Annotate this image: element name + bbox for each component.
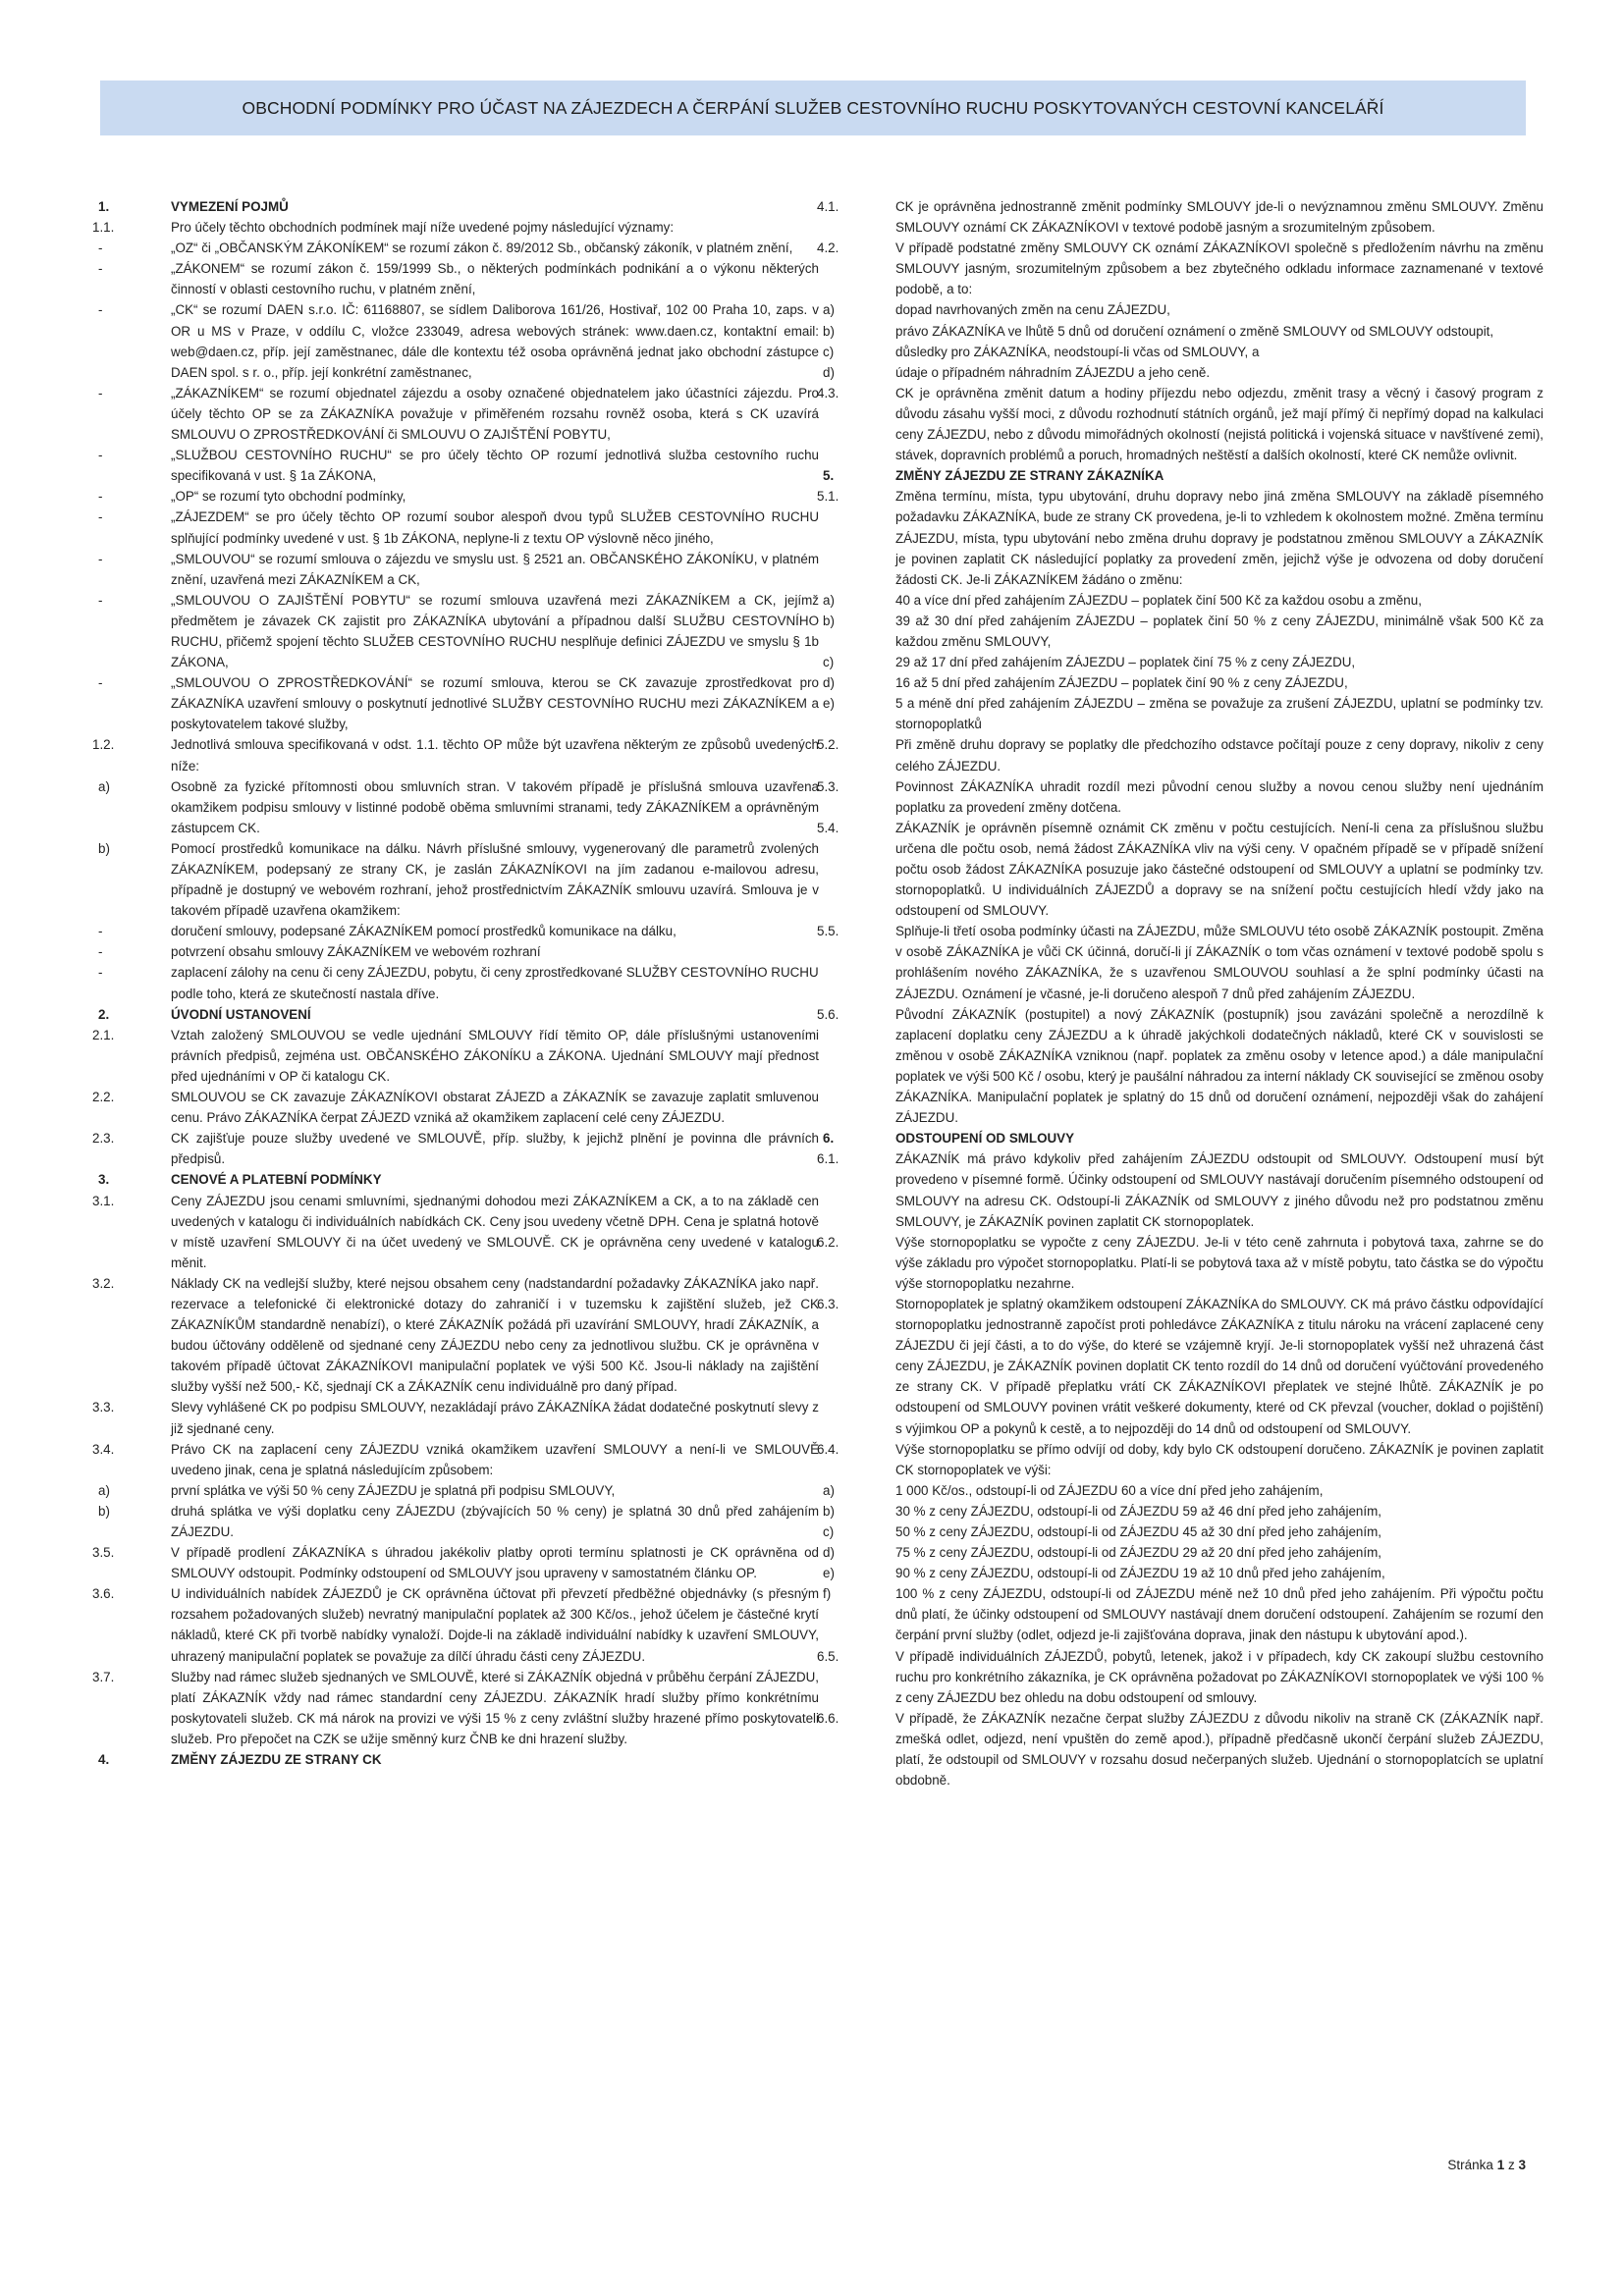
clause — [92, 1191, 819, 1273]
clause-text: CK zajišťuje pouze služby uvedené ve SMLOUVĚ, příp. služby, k jejichž plnění je povinna dle právních předpisů. — [171, 1131, 819, 1167]
clause-number: 2.1. — [92, 1027, 115, 1042]
clause — [92, 838, 819, 921]
clause-number: e) — [823, 1566, 835, 1581]
section-heading — [92, 196, 819, 217]
clause-text: podle toho, která ze skutečností nastala dříve. — [171, 986, 440, 1001]
clause-text: „SMLOUVOU O ZPROSTŘEDKOVÁNÍ“ se rozumí smlouva, kterou se CK zavazuje zprostředkovat pro ZÁKAZNÍKA uzavření smlouvy o poskytnutí jednotlivé SLUŽBY CESTOVNÍHO RUCHU mezi ZÁKAZNÍKEM a poskytovatelem takové služby, — [171, 675, 819, 732]
clause — [817, 1646, 1543, 1708]
section-heading — [92, 1004, 819, 1025]
clause-text: Slevy vyhlášené CK po podpisu SMLOUVY, nezakládají právo ZÁKAZNÍKA žádat dodatečné poskytnutí slevy z již sjednané ceny. — [171, 1400, 819, 1436]
section-title: ODSTOUPENÍ OD SMLOUVY — [895, 1131, 1075, 1147]
clause-text: „ZÁJEZDEM“ se pro účely těchto OP rozumí soubor alespoň dvou typů SLUŽEB CESTOVNÍHO RUCHU splňující podmínky uvedené v ust. § 1b ZÁKONA, neplyne-li z textu OP výslovně něco jiného, — [171, 509, 819, 546]
clause — [817, 672, 1543, 693]
clause-text: 40 a více dní před zahájením ZÁJEZDU – poplatek činí 500 Kč za každou osobu a změnu, — [895, 592, 1422, 608]
clause-number: 3.4. — [92, 1441, 115, 1457]
clause-text: Původní ZÁKAZNÍK (postupitel) a nový ZÁKAZNÍK (postupník) jsou zavázáni společně a nerozdílně k zaplacení doplatku ceny ZÁJEZDU a k úhradě jakýchkoli dodatečných nákladů, které CK v souvislosti se změnou v osobě ZÁKAZNÍKA vzniknou (např. poplatek za změnu osoby v letence apod.) a dále manipulační poplatek ve výši 500 Kč / osobu, který je paušální náhradou za interní náklady CK související se změnou osoby ZÁKAZNÍKA. Manipulační poplatek je splatný do 15 dnů od doručení oznámení, nejpozději však do zahájení ZÁJEZDU. — [895, 1006, 1543, 1126]
clause — [817, 1501, 1543, 1522]
clause — [817, 486, 1543, 589]
clause-text: V případě podstatné změny SMLOUVY CK oznámí ZÁKAZNÍKOVI společně s předložením návrhu na změnu SMLOUVY jasným, srozumitelným způsobem a bez zbytečného odkladu informace zaznamenané v textové podobě, a to: — [895, 240, 1543, 297]
clause — [817, 1542, 1543, 1563]
clause — [92, 299, 819, 382]
clause — [92, 590, 819, 672]
clause-number: 3.7. — [92, 1669, 115, 1684]
clause-number: f) — [823, 1586, 832, 1602]
clause-number: 3.6. — [92, 1586, 115, 1602]
clause-number: a) — [98, 1482, 110, 1498]
clause-number: - — [98, 302, 103, 318]
clause — [92, 1397, 819, 1438]
section-title: CENOVÉ A PLATEBNÍ PODMÍNKY — [171, 1172, 382, 1188]
clause — [817, 818, 1543, 921]
clause — [817, 1004, 1543, 1129]
clause-number: b) — [823, 323, 835, 339]
clause-number: b) — [823, 613, 835, 628]
clause-number: a) — [98, 778, 110, 794]
clause-number: c) — [823, 344, 835, 359]
clause-text: V případě, že ZÁKAZNÍK nezačne čerpat služby ZÁJEZDU z důvodu nikoliv na straně CK (ZÁKAZNÍK např. zmešká odlet, odjezd, není vpuštěn do země apod.), případně předčasně ukončí čerpání služeb ZÁJEZDU, platí, že odstoupil od SMLOUVY v rozsahu dosud nečerpaných služeb. Ujednání o stornopoplatcích se uplatní obdobně. — [895, 1710, 1543, 1789]
clause — [92, 1025, 819, 1087]
clause-text: 16 až 5 dní před zahájením ZÁJEZDU – poplatek činí 90 % z ceny ZÁJEZDU, — [895, 675, 1348, 691]
clause — [92, 1128, 819, 1169]
section-title: ÚVODNÍ USTANOVENÍ — [171, 1006, 311, 1022]
clause — [92, 921, 819, 941]
clause-text: Ceny ZÁJEZDU jsou cenami smluvními, sjednanými dohodou mezi ZÁKAZNÍKEM a CK, a to na základě cen uvedených v katalogu či individuálních nabídkách CK. Ceny jsou uvedeny včetně DPH. Cena je splatná hotově v místě uzavření SMLOUVY či na účet uvedený ve SMLOUVĚ. CK je oprávněna ceny uvedené v katalogu měnit. — [171, 1193, 819, 1270]
clause-number: 5.3. — [817, 778, 839, 794]
clause-number: 2.3. — [92, 1131, 115, 1147]
clause-number: 4. — [98, 1752, 110, 1768]
clause-text: Splňuje-li třetí osoba podmínky účasti na ZÁJEZDU, může SMLOUVU této osobě ZÁKAZNÍK postoupit. Změna v osobě ZÁKAZNÍKA je vůči CK účinná, doručí-li jí ZÁKAZNÍK o tom včas oznámení v textové podobě spolu s prohlášením nového ZÁKAZNÍKA, že s uzavřenou SMLOUVOU souhlasí a že splní podmínky účasti na ZÁJEZDU. Oznámení je včasné, je-li doručeno alespoň 7 dnů před zahájením ZÁJEZDU. — [895, 924, 1543, 1001]
clause-text: potvrzení obsahu smlouvy ZÁKAZNÍKEM ve webovém rozhraní — [171, 944, 541, 960]
clause-text: „ZÁKAZNÍKEM“ se rozumí objednatel zájezdu a osoby označené objednatelem jako účastníci zájezdu. Pro účely těchto OP se za ZÁKAZNÍKA považuje v přiměřeném rozsahu rovněž osoba, která s CK uzavírá SMLOUVU O ZPROSTŘEDKOVÁNÍ či SMLOUVU O ZAJIŠTĚNÍ POBYTU, — [171, 385, 819, 443]
clause-number: d) — [823, 675, 835, 691]
clause-number: - — [98, 924, 103, 939]
clause — [817, 1563, 1543, 1583]
clause — [817, 321, 1543, 342]
clause-text: 75 % z ceny ZÁJEZDU, odstoupí-li od ZÁJEZDU 29 až 20 dní před jeho zahájením, — [895, 1545, 1381, 1561]
clause-number: 5.6. — [817, 1006, 839, 1022]
clause-text: 50 % z ceny ZÁJEZDU, odstoupí-li od ZÁJEZDU 45 až 30 dní před jeho zahájením, — [895, 1524, 1381, 1539]
section-heading — [817, 465, 1543, 486]
clause-number: b) — [823, 1503, 835, 1519]
clause-text: CK je oprávněna změnit datum a hodiny příjezdu nebo odjezdu, změnit trasy a věcný i časový program z důvodu zásahu vyšší moci, z důvodu rozhodnutí státních orgánů, jež mají přímý či nepřímý dopad na kalkulaci ceny ZÁJEZDU, nebo z důvodu mimořádných okolností (nejistá politická i vojenská situace v navštívené zemi), stávek, dopravních problémů a poruch, hromadných neštěstí a dalších okolností, které CK nemůže ovlivnit. — [895, 385, 1543, 463]
clause-number: - — [98, 675, 103, 691]
clause — [817, 776, 1543, 818]
clause — [92, 672, 819, 734]
document-title: OBCHODNÍ PODMÍNKY PRO ÚČAST NA ZÁJEZDECH A ČERPÁNÍ SLUŽEB CESTOVNÍHO RUCHU POSKYTOVANÝCH CESTOVNÍ KANCELÁŘÍ — [242, 97, 1384, 118]
clause-text: 5 a méně dní před zahájením ZÁJEZDU – změna se považuje za zrušení ZÁJEZDU, uplatní se podmínky tzv. stornopoplatků — [895, 696, 1543, 732]
clause-number: 3.5. — [92, 1545, 115, 1561]
clause-text: 29 až 17 dní před zahájením ZÁJEZDU – poplatek činí 75 % z ceny ZÁJEZDU, — [895, 655, 1356, 670]
clause-number: - — [98, 509, 103, 525]
clause — [92, 1542, 819, 1583]
section-title: ZMĚNY ZÁJEZDU ZE STRANY CK — [171, 1752, 382, 1768]
clause — [817, 921, 1543, 1003]
clause-text: ZÁKAZNÍK je oprávněn písemně oznámit CK změnu v počtu cestujících. Není-li cena za příslušnou službu určena dle počtu osob, nemá žádost ZÁKAZNÍKA vliv na výši ceny. V opačném případě se v případě snížení počtu osob žádost ZÁKAZNÍKA posuzuje jako částečné odstoupení od SMLOUVY a uplatní se podmínky tzv. stornopoplatků. U individuálních ZÁJEZDŮ a dopravy se na snížení počtu cestujících hledí vždy jako na odstoupení od SMLOUVY. — [895, 820, 1543, 919]
clause — [817, 693, 1543, 734]
clause-number: 6.5. — [817, 1648, 839, 1664]
clause-number: b) — [98, 840, 110, 856]
clause-text: Služby nad rámec služeb sjednaných ve SMLOUVĚ, které si ZÁKAZNÍK objedná v průběhu čerpání ZÁJEZDU, platí ZÁKAZNÍK vždy nad rámec standardní ceny ZÁJEZDU. ZÁKAZNÍK hradí služby přímo konkrétnímu poskytovateli služeb. CK má nárok na provizi ve výši 15 % z ceny zvláštní služby hrazené přímo poskytovateli služeb. Pro přepočet na CZK se užije směnný kurz ČNB ke dni hrazení služby. — [171, 1669, 819, 1746]
clause-number: 6.1. — [817, 1151, 839, 1167]
clause-number: - — [98, 551, 103, 566]
clause-number: 2. — [98, 1006, 110, 1022]
clause-text: Náklady CK na vedlejší služby, které nejsou obsahem ceny (nadstandardní požadavky ZÁKAZNÍKA jako např. rezervace a telefonické či elektronické dotazy do zahraničí i v tuzemsku k zajištění služeb, jež CK ZÁKAZNÍKŮM standardně nenabízí), o které ZÁKAZNÍK požádá při uzavírání SMLOUVY, hradí ZÁKAZNÍK, a budou účtovány odděleně od sjednané ceny ZÁJEZDU nebo ceny za jednotlivou službu. CK je oprávněna v takovém případě účtovat ZÁKAZNÍKOVI manipulační poplatek ve výši 500 Kč. Jsou-li náklady na zajištění služby vyšší než 500,- Kč, sjednají CK a ZÁKAZNÍK cenu individuálně pro daný případ. — [171, 1275, 819, 1395]
clause-number: 2.2. — [92, 1090, 115, 1105]
clause-number: 3.2. — [92, 1275, 115, 1291]
clause-text: Jednotlivá smlouva specifikovaná v odst. 1.1. těchto OP může být uzavřena některým ze způsobů uvedených níže: — [171, 737, 819, 774]
clause-text: ZÁKAZNÍK má právo kdykoliv před zahájením ZÁJEZDU odstoupit od SMLOUVY. Odstoupení musí být provedeno v písemné formě. Účinky odstoupení od SMLOUVY nastávají doručením písemného odstoupení od SMLOUVY na adresu CK. Odstoupí-li ZÁKAZNÍK od SMLOUVY z jiného důvodu než pro podstatnou změnu SMLOUVY, je ZÁKAZNÍK povinen zaplatit CK stornopoplatek. — [895, 1151, 1543, 1229]
clause — [92, 776, 819, 838]
clause-number: - — [98, 448, 103, 463]
clause-number: 3. — [98, 1172, 110, 1188]
section-heading — [92, 1169, 819, 1190]
clause-text: Výše stornopoplatku se vypočte z ceny ZÁJEZDU. Je-li v této ceně zahrnuta i pobytová taxa, zahrne se do výše základu pro výpočet stornopoplatku. Platí-li se pobytová taxa až v místě pobytu, tato částka se do výpočtu výše stornopoplatku nezahrne. — [895, 1234, 1543, 1291]
clause — [817, 196, 1543, 238]
clause-number: - — [98, 592, 103, 608]
clause-number: d) — [823, 364, 835, 380]
clause-text: „ZÁKONEM“ se rozumí zákon č. 159/1999 Sb., o některých podmínkách podnikání a o výkonu některých činností v oblasti cestovního ruchu, v platném znění, — [171, 261, 819, 297]
clause-number: 5.5. — [817, 924, 839, 939]
clause-text: Stornopoplatek je splatný okamžikem odstoupení ZÁKAZNÍKA do SMLOUVY. CK má právo částku odpovídající stornopoplatku jednostranně započíst proti pohledávce ZÁKAZNÍKA z titulu nároku na vrácení zaplacené ceny ZÁJEZDU či její části, a to do výše, do které se vzájemně kryjí. Je-li stornopoplatek vyšší než uhrazená část ceny ZÁJEZDU, je ZÁKAZNÍK povinen doplatit CK tento rozdíl do 14 dnů od doručení vyúčtování provedeného ze strany CK. V případě přeplatku vrátí CK ZÁKAZNÍKOVI přeplatek ve stejné lhůtě. ZÁKAZNÍK je po odstoupení od SMLOUVY povinen vrátit veškeré dokumenty, které od CK převzal (voucher, doklad o pojištění) s výjimkou OP a pokynů k cestě, a to nejpozději do 14 dnů od odstoupení od SMLOUVY. — [895, 1296, 1543, 1436]
clause-text: Osobně za fyzické přítomnosti obou smluvních stran. V takovém případě je příslušná smlouva uzavřena okamžikem podpisu smlouvy v listinné podobě oběma smluvními stranami, tedy ZÁKAZNÍKEM a oprávněným zástupcem CK. — [171, 778, 819, 835]
left-text-column — [92, 196, 819, 1770]
clause-text: Vztah založený SMLOUVOU se vedle ujednání SMLOUVY řídí těmito OP, dále příslušnými ustanoveními právních předpisů, zejména ust. OBČANSKÉHO ZÁKONÍKU a ZÁKONA. Ujednání SMLOUVY mají přednost před ujednáními v OP či katalogu CK. — [171, 1027, 819, 1084]
clause-text: „CK“ se rozumí DAEN s.r.o. IČ: 61168807, se sídlem Daliborova 161/26, Hostivař, 102 00 Praha 10, zaps. v OR u MS v Praze, v oddílu C, vložce 233049, adresa webových stránek: www.daen.cz, kontaktní email: web@daen.cz, příp. její zaměstnanec, dále dle kontextu též osoba oprávněná jednat jako obchodní zástupce DAEN spol. s r. o., příp. její konkrétní zaměstnanec, — [171, 302, 819, 380]
clause — [817, 1583, 1543, 1645]
clause — [817, 652, 1543, 672]
clause-number: 1.1. — [92, 220, 115, 236]
clause-text: V případě prodlení ZÁKAZNÍKA s úhradou jakékoliv platby oproti termínu splatnosti je CK oprávněna od SMLOUVY odstoupit. Podmínky odstoupení od SMLOUVY jsou upraveny v samostatném článku OP. — [171, 1545, 819, 1581]
clause-text: údaje o případném náhradním ZÁJEZDU a jeho ceně. — [895, 364, 1211, 380]
clause-text: „SMLOUVOU O ZAJIŠTĚNÍ POBYTU“ se rozumí smlouva uzavřená mezi ZÁKAZNÍKEM a CK, jejímž předmětem je závazek CK zajistit pro ZÁKAZNÍKA ubytování a případnou další SLUŽBU CESTOVNÍHO RUCHU, přičemž spojení těchto SLUŽEB CESTOVNÍHO RUCHU nesplňuje definici ZÁJEZDU ve smyslu § 1b ZÁKONA, — [171, 592, 819, 670]
clause-number: 3.3. — [92, 1400, 115, 1415]
clause — [92, 734, 819, 775]
clause — [92, 1583, 819, 1666]
page-number — [1447, 2158, 1526, 2172]
clause-text: CK je oprávněna jednostranně změnit podmínky SMLOUVY jde-li o nevýznamnou změnu SMLOUVY. Změnu SMLOUVY oznámí CK ZÁKAZNÍKOVI v textové podobě jasným a srozumitelným způsobem. — [895, 199, 1543, 236]
page-current: 1 — [1496, 2158, 1505, 2172]
section-title: ZMĚNY ZÁJEZDU ZE STRANY ZÁKAZNÍKA — [895, 468, 1164, 484]
clause-text: 30 % z ceny ZÁJEZDU, odstoupí-li od ZÁJEZDU 59 až 46 dní před jeho zahájením, — [895, 1503, 1381, 1519]
page-total: 3 — [1518, 2158, 1526, 2172]
clause-text: U individuálních nabídek ZÁJEZDŮ je CK oprávněna účtovat při převzetí předběžné objednávky (s přesným rozsahem požadovaných služeb) nevratný manipulační poplatek až 300 Kč/os., jehož účelem je částečné krytí nákladů, které CK při tvorbě nabídky vynaloží. Dojde-li na základě individuální nabídky k uzavření SMLOUVY, uhrazený manipulační poplatek se považuje za dílčí úhradu části ceny ZÁJEZDU. — [171, 1586, 819, 1664]
clause-text: Právo CK na zaplacení ceny ZÁJEZDU vzniká okamžikem uzavření SMLOUVY a není-li ve SMLOUVĚ uvedeno jinak, cena je splatná následujícím způsobem: — [171, 1441, 819, 1477]
clause-number: 4.3. — [817, 385, 839, 400]
clause-text: SMLOUVOU se CK zavazuje ZÁKAZNÍKOVI obstarat ZÁJEZD a ZÁKAZNÍK se zavazuje zaplatit smluvenou cenu. Právo ZÁKAZNÍKA čerpat ZÁJEZD vzniká až okamžikem zaplacení celé ceny ZÁJEZDU. — [171, 1090, 819, 1126]
clause-number: 4.1. — [817, 199, 839, 214]
clause — [817, 611, 1543, 652]
clause — [92, 941, 819, 962]
clause — [92, 1667, 819, 1749]
clause-number: c) — [823, 1524, 835, 1539]
clause — [817, 734, 1543, 775]
clause — [92, 549, 819, 590]
clause — [817, 1708, 1543, 1790]
clause — [92, 984, 819, 1004]
clause-number: 1. — [98, 199, 110, 214]
clause-text: první splátka ve výši 50 % ceny ZÁJEZDU je splatná při podpisu SMLOUVY, — [171, 1482, 616, 1498]
clause — [817, 383, 1543, 465]
clause-number: 4.2. — [817, 240, 839, 256]
clause-number: 5.1. — [817, 489, 839, 505]
clause — [92, 445, 819, 486]
clause-number: 5. — [823, 468, 835, 484]
clause-text: „OZ“ či „OBČANSKÝM ZÁKONÍKEM“ se rozumí zákon č. 89/2012 Sb., občanský zákoník, v platném znění, — [171, 240, 793, 256]
clause-text: V případě individuálních ZÁJEZDŮ, pobytů, letenek, jakož i v případech, kdy CK zakoupí službu cestovního ruchu pro konkrétního zákazníka, je CK oprávněna požadovat po ZÁKAZNÍKOVI stornopoplatek ve výši 100 % z ceny ZÁJEZDU bez ohledu na dobu odstoupení od smlouvy. — [895, 1648, 1543, 1705]
clause-number: 6.6. — [817, 1710, 839, 1726]
right-text-column — [817, 196, 1543, 1790]
clause-text: 100 % z ceny ZÁJEZDU, odstoupí-li od ZÁJEZDU méně než 10 dnů před jeho zahájením. Při výpočtu počtu dnů platí, že účinky odstoupení od SMLOUVY nastávají dnem doručení odstoupení. Zahájením se rozumí den čerpání první služby (odlet, odjezd je-li zajišťována doprava, jinak den nástupu k ubytování apod.). — [895, 1586, 1543, 1643]
clause-text: 39 až 30 dní před zahájením ZÁJEZDU – poplatek činí 50 % z ceny ZÁJEZDU, minimálně však 500 Kč za každou změnu SMLOUVY, — [895, 613, 1543, 649]
clause — [92, 486, 819, 507]
clause-number: a) — [823, 592, 835, 608]
clause-text: „SLUŽBOU CESTOVNÍHO RUCHU“ se pro účely těchto OP rozumí jednotlivá služba cestovního ruchu specifikovaná v ust. § 1a ZÁKONA, — [171, 448, 819, 484]
clause-number: 6.3. — [817, 1296, 839, 1311]
clause — [92, 1087, 819, 1128]
clause — [92, 962, 819, 983]
clause-number: d) — [823, 1545, 835, 1561]
clause — [92, 1439, 819, 1480]
clause-number: 6. — [823, 1131, 835, 1147]
clause-text: 1 000 Kč/os., odstoupí-li od ZÁJEZDU 60 a více dní před jeho zahájením, — [895, 1482, 1324, 1498]
clause — [92, 258, 819, 299]
clause — [817, 1232, 1543, 1294]
clause-text: „SMLOUVOU“ se rozumí smlouva o zájezdu ve smyslu ust. § 2521 an. OBČANSKÉHO ZÁKONÍKU, v platném znění, uzavřená mezi ZÁKAZNÍKEM a CK, — [171, 551, 819, 587]
clause-number: 5.4. — [817, 820, 839, 835]
clause-text: Povinnost ZÁKAZNÍKA uhradit rozdíl mezi původní cenou služby a novou cenou služby není ujednáním poplatku za provedení změny dotčena. — [895, 778, 1543, 815]
clause-text: právo ZÁKAZNÍKA ve lhůtě 5 dnů od doručení oznámení o změně SMLOUVY od SMLOUVY odstoupit, — [895, 323, 1494, 339]
clause-number: a) — [823, 302, 835, 318]
clause-text: Pro účely těchto obchodních podmínek mají níže uvedené pojmy následující významy: — [171, 220, 675, 236]
clause-text: Pomocí prostředků komunikace na dálku. Návrh příslušné smlouvy, vygenerovaný dle parametrů zvolených ZÁKAZNÍKEM, podepsaný ze strany CK, je zaslán ZÁKAZNÍKOVI na jím zadanou e-mailovou adresu, případně je dostupný ve webovém rozhraní, jehož prostřednictvím ZÁKAZNÍK smlouvu uzavírá. Smlouva je v takovém případě uzavřena okamžikem: — [171, 840, 819, 919]
clause — [817, 362, 1543, 383]
clause-number: 5.2. — [817, 737, 839, 753]
clause-number: - — [98, 965, 103, 981]
clause — [92, 1501, 819, 1542]
clause — [817, 590, 1543, 611]
clause-number: b) — [98, 1503, 110, 1519]
clause-number: - — [98, 944, 103, 960]
clause — [817, 1294, 1543, 1439]
clause-text: zaplacení zálohy na cenu či ceny ZÁJEZDU, pobytu, či ceny zprostředkované SLUŽBY CESTOVNÍHO RUCHU — [171, 965, 819, 981]
clause — [92, 238, 819, 258]
clause — [817, 238, 1543, 299]
clause-number: 6.2. — [817, 1234, 839, 1250]
clause — [817, 342, 1543, 362]
clause-text: druhá splátka ve výši doplatku ceny ZÁJEZDU (zbývajících 50 % ceny) je splatná 30 dnů před zahájením ZÁJEZDU. — [171, 1503, 819, 1539]
clause-text: „OP“ se rozumí tyto obchodní podmínky, — [171, 489, 406, 505]
document-header-banner — [100, 80, 1526, 135]
clause — [817, 1439, 1543, 1480]
clause — [92, 383, 819, 445]
clause-number: 6.4. — [817, 1441, 839, 1457]
clause-text: Výše stornopoplatku se přímo odvíjí od doby, kdy bylo CK odstoupení doručeno. ZÁKAZNÍK je povinen zaplatit CK stornopoplatek ve výši: — [895, 1441, 1543, 1477]
clause — [817, 1522, 1543, 1542]
clause-number: - — [98, 385, 103, 400]
clause-text: doručení smlouvy, podepsané ZÁKAZNÍKEM pomocí prostředků komunikace na dálku, — [171, 924, 677, 939]
section-heading — [817, 1128, 1543, 1148]
clause-text: 90 % z ceny ZÁJEZDU, odstoupí-li od ZÁJEZDU 19 až 10 dnů před jeho zahájením, — [895, 1566, 1385, 1581]
clause-text: dopad navrhovaných změn na cenu ZÁJEZDU, — [895, 302, 1170, 318]
section-title: VYMEZENÍ POJMŮ — [171, 199, 289, 214]
clause — [817, 299, 1543, 320]
clause — [92, 1273, 819, 1398]
clause — [92, 217, 819, 238]
clause-text: Změna termínu, místa, typu ubytování, druhu dopravy nebo jiná změna SMLOUVY na základě písemného požadavku ZÁKAZNÍKA, bude ze strany CK provedena, je-li to vzhledem k okolnostem možné. Změna termínu ZÁJEZDU, místa, typu ubytování nebo změna druhu dopravy je podstatnou změnou SMLOUVY a ZÁKAZNÍK je povinen zaplatit CK následující poplatky za provedení změn, jejichž výše je odvozena od doby doručení žádosti CK. Je-li ZÁKAZNÍKEM žádáno o změnu: — [895, 489, 1543, 587]
clause-number: - — [98, 489, 103, 505]
page-label: Stránka — [1447, 2158, 1493, 2172]
clause — [92, 1480, 819, 1501]
section-heading — [92, 1749, 819, 1770]
clause — [92, 507, 819, 548]
clause-number: - — [98, 240, 103, 256]
clause-number: 1.2. — [92, 737, 115, 753]
clause-number: c) — [823, 655, 835, 670]
clause-text: Při změně druhu dopravy se poplatky dle předchozího odstavce počítají pouze z ceny dopravy, nikoliv z ceny celého ZÁJEZDU. — [895, 737, 1543, 774]
clause-number: e) — [823, 696, 835, 712]
clause-number: a) — [823, 1482, 835, 1498]
clause-number: 3.1. — [92, 1193, 115, 1208]
clause — [817, 1480, 1543, 1501]
clause-text: důsledky pro ZÁKAZNÍKA, neodstoupí-li včas od SMLOUVY, a — [895, 344, 1260, 359]
clause — [817, 1148, 1543, 1231]
clause-number: - — [98, 261, 103, 277]
page-of: z — [1507, 2158, 1515, 2172]
